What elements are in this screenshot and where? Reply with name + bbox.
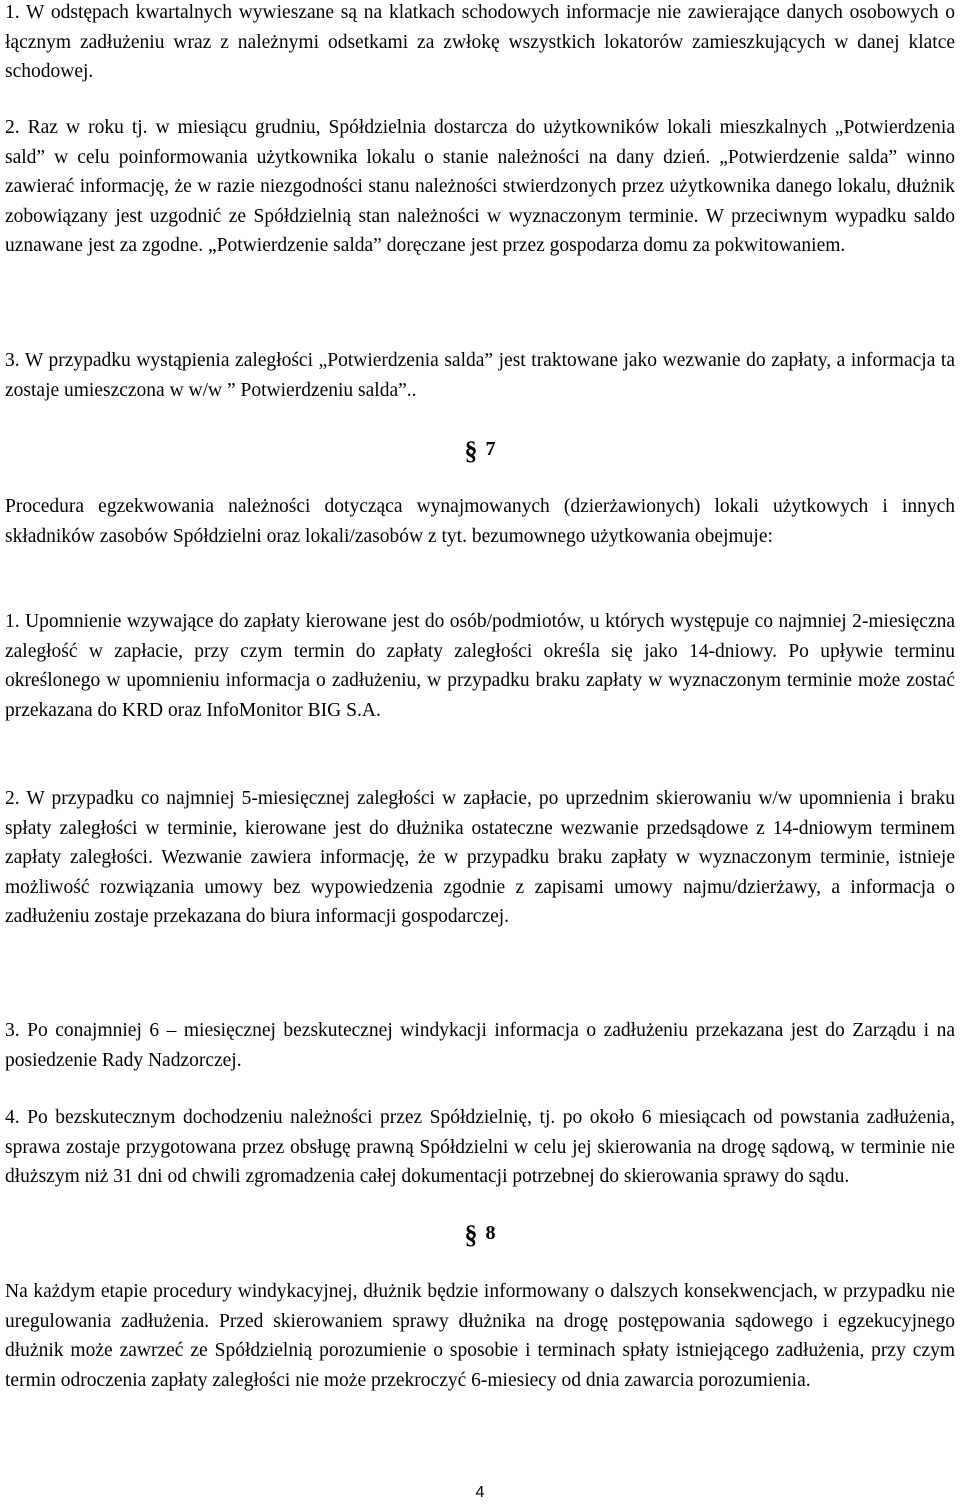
section-heading-7: [0, 436, 960, 464]
paragraph-4: Procedura egzekwowania należności dotycząca wynajmowanych (dzierżawionych) lokali użytkowych i innych składników zasobów Spółdzielni oraz lokali/zasobów z tyt. bezumownego użytkowania obejmuje:: [5, 496, 955, 547]
paragraph-7: 3. Po conajmniej 6 – miesięcznej bezskutecznej windykacji informacja o zadłużeniu przekazana jest do Zarządu i na posiedzenie Rady Nadzorczej.: [5, 1020, 955, 1071]
paragraph-9: Na każdym etapie procedury windykacyjnej, dłużnik będzie informowany o dalszych konsekwencjach, w przypadku nie uregulowania zadłużenia. Przed skierowaniem sprawy dłużnika na drogę postępowania sądowego i egzekucyjnego dłużnik może zawrzeć ze Spółdzielnią porozumienie o sposobie i terminach spłaty istniejącego zadłużenia, przy czym termin odroczenia zapłaty zaległości nie może przekroczyć 6-miesiecy od dnia zawarcia porozumienia.: [5, 1281, 955, 1391]
section-sign: §: [464, 436, 478, 465]
paragraph-3: 3. W przypadku wystąpienia zaległości „Potwierdzenia salda” jest traktowane jako wezwanie do zapłaty, a informacja ta zostaje umieszczona w w/w ” Potwierdzeniu salda”..: [5, 350, 955, 401]
paragraph-1: 1. W odstępach kwartalnych wywieszane są na klatkach schodowych informacje nie zawierające danych osobowych o łącznym zadłużeniu wraz z należnymi odsetkami za zwłokę wszystkich lokatorów zamieszkujących w danej klatce schodowej.: [5, 2, 955, 82]
paragraph-8: 4. Po bezskutecznym dochodzeniu należności przez Spółdzielnię, tj. po około 6 miesiącach od powstania zadłużenia, sprawa zostaje przygotowana przez obsługę prawną Spółdzielni w celu jej skierowania na drogę sądową, w terminie nie dłuższym niż 31 dni od chwili zgromadzenia całej dokumentacji potrzebnej do skierowania sprawy do sądu.: [5, 1107, 955, 1187]
section-number: 8: [485, 1222, 496, 1244]
section-number: 7: [485, 438, 496, 460]
section-heading-8: [0, 1220, 960, 1248]
paragraph-5: 1. Upomnienie wzywające do zapłaty kierowane jest do osób/podmiotów, u których występuje co najmniej 2-miesięczna zaległość w zapłacie, przy czym termin do zapłaty zaległości określa się jako 14-dniowy. Po upływie terminu określonego w upomnieniu informacja o zadłużeniu, w przypadku braku zapłaty w wyznaczonym terminie może zostać przekazana do KRD oraz InfoMonitor BIG S.A.: [5, 611, 955, 721]
section-sign: §: [464, 1220, 478, 1249]
paragraph-2: 2. Raz w roku tj. w miesiącu grudniu, Spółdzielnia dostarcza do użytkowników lokali mieszkalnych „Potwierdzenia sald” w celu poinformowania użytkownika lokalu o stanie należności na dany dzień. „Potwierdzenie salda” winno zawierać informację, że w razie niezgodności stanu należności stwierdzonych przez użytkownika danego lokalu, dłużnik zobowiązany jest uzgodnić ze Spółdzielnią stan należności w wyznaczonym terminie. W przeciwnym wypadku saldo uznawane jest za zgodne. „Potwierdzenie salda” doręczane jest przez gospodarza domu za pokwitowaniem.: [5, 117, 955, 256]
page-number: 4: [475, 1484, 485, 1501]
paragraph-6: 2. W przypadku co najmniej 5-miesięcznej zaległości w zapłacie, po uprzednim skierowaniu w/w upomnienia i braku spłaty zaległości w terminie, kierowane jest do dłużnika ostateczne wezwanie przedsądowe z 14-dniowym terminem zapłaty zaległości. Wezwanie zawiera informację, że w przypadku braku zapłaty w wyznaczonym terminie, istnieje możliwość rozwiązania umowy bez wypowiedzenia zgodnie z zapisami umowy najmu/dzierżawy, a informacja o zadłużeniu zostaje przekazana do biura informacji gospodarczej.: [5, 788, 955, 927]
